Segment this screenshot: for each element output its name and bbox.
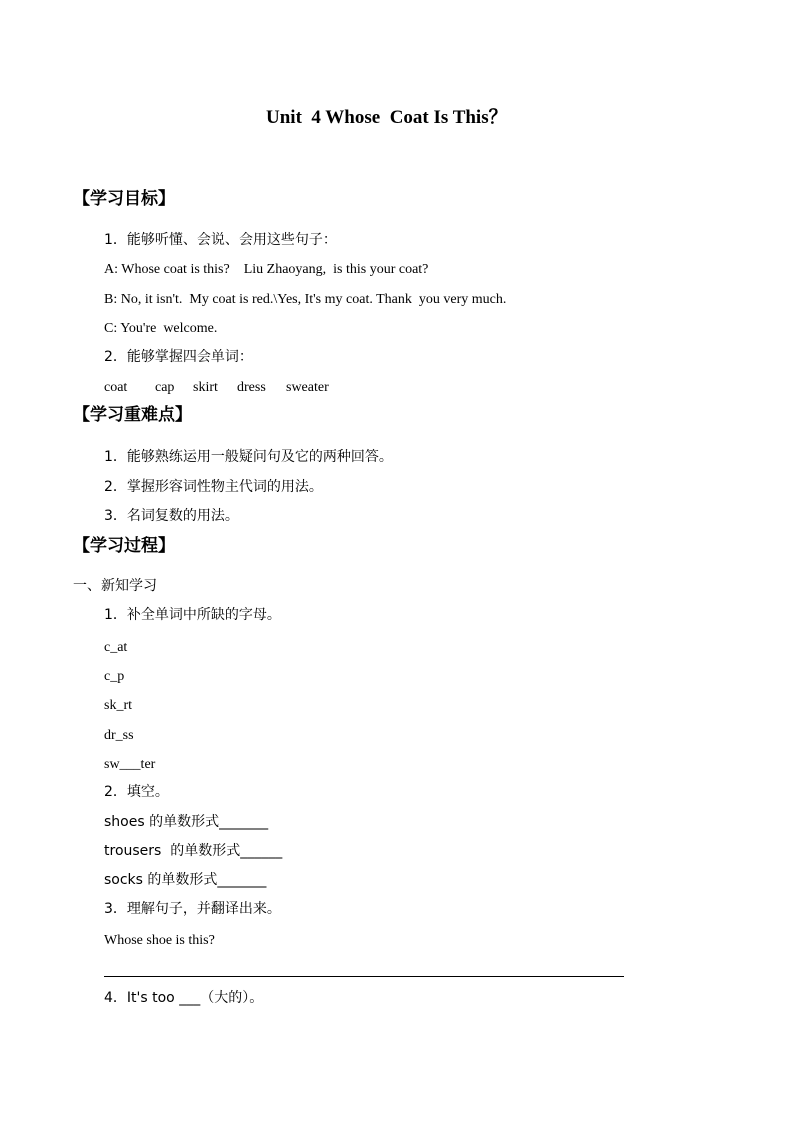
fill-word: sw___ter — [104, 757, 156, 772]
vocab-word: coat — [104, 380, 128, 395]
fill-word: sk_rt — [104, 698, 132, 713]
key-point-3: 3．名词复数的用法。 — [104, 508, 239, 524]
fill-blank-line: shoes 的单数形式_______ — [104, 814, 269, 830]
question-1: 1．补全单词中所缺的字母。 — [104, 607, 281, 623]
section-heading-key-points: 【学习重难点】 — [73, 405, 192, 425]
dialog-line-a: A: Whose coat is this? Liu Zhaoyang, is this your coat? — [104, 262, 429, 277]
vocab-word: sweater — [286, 380, 329, 395]
vocab-word: cap — [155, 380, 175, 395]
answer-line — [104, 976, 624, 977]
vocab-word: skirt — [193, 380, 218, 395]
section-heading-process: 【学习过程】 — [73, 536, 175, 556]
key-point-2: 2．掌握形容词性物主代词的用法。 — [104, 479, 323, 495]
question-3: 3．理解句子，并翻译出来。 — [104, 901, 281, 917]
question-4: 4．It's too ___（大的）。 — [104, 990, 264, 1006]
fill-word: dr_ss — [104, 728, 134, 743]
vocab-word: dress — [237, 380, 266, 395]
goal-item-1: 1．能够听懂、会说、会用这些句子： — [104, 232, 337, 248]
section-heading-goals: 【学习目标】 — [73, 189, 175, 209]
dialog-line-b: B: No, it isn't. My coat is red.\Yes, It's my coat. Thank you very much. — [104, 292, 507, 307]
fill-blank-line: socks 的单数形式_______ — [104, 872, 267, 888]
translate-sentence: Whose shoe is this? — [104, 933, 215, 948]
dialog-line-c: C: You're welcome. — [104, 321, 218, 336]
fill-word: c_p — [104, 669, 125, 684]
key-point-1: 1．能够熟练运用一般疑问句及它的两种回答。 — [104, 449, 393, 465]
part-heading-new-learning: 一、新知学习 — [73, 578, 157, 594]
fill-blank-line: trousers 的单数形式______ — [104, 843, 283, 859]
goal-item-2: 2．能够掌握四会单词： — [104, 349, 253, 365]
page-title: Unit 4 Whose Coat Is This？ — [266, 107, 508, 128]
fill-word: c_at — [104, 640, 128, 655]
question-2: 2．填空。 — [104, 784, 169, 800]
